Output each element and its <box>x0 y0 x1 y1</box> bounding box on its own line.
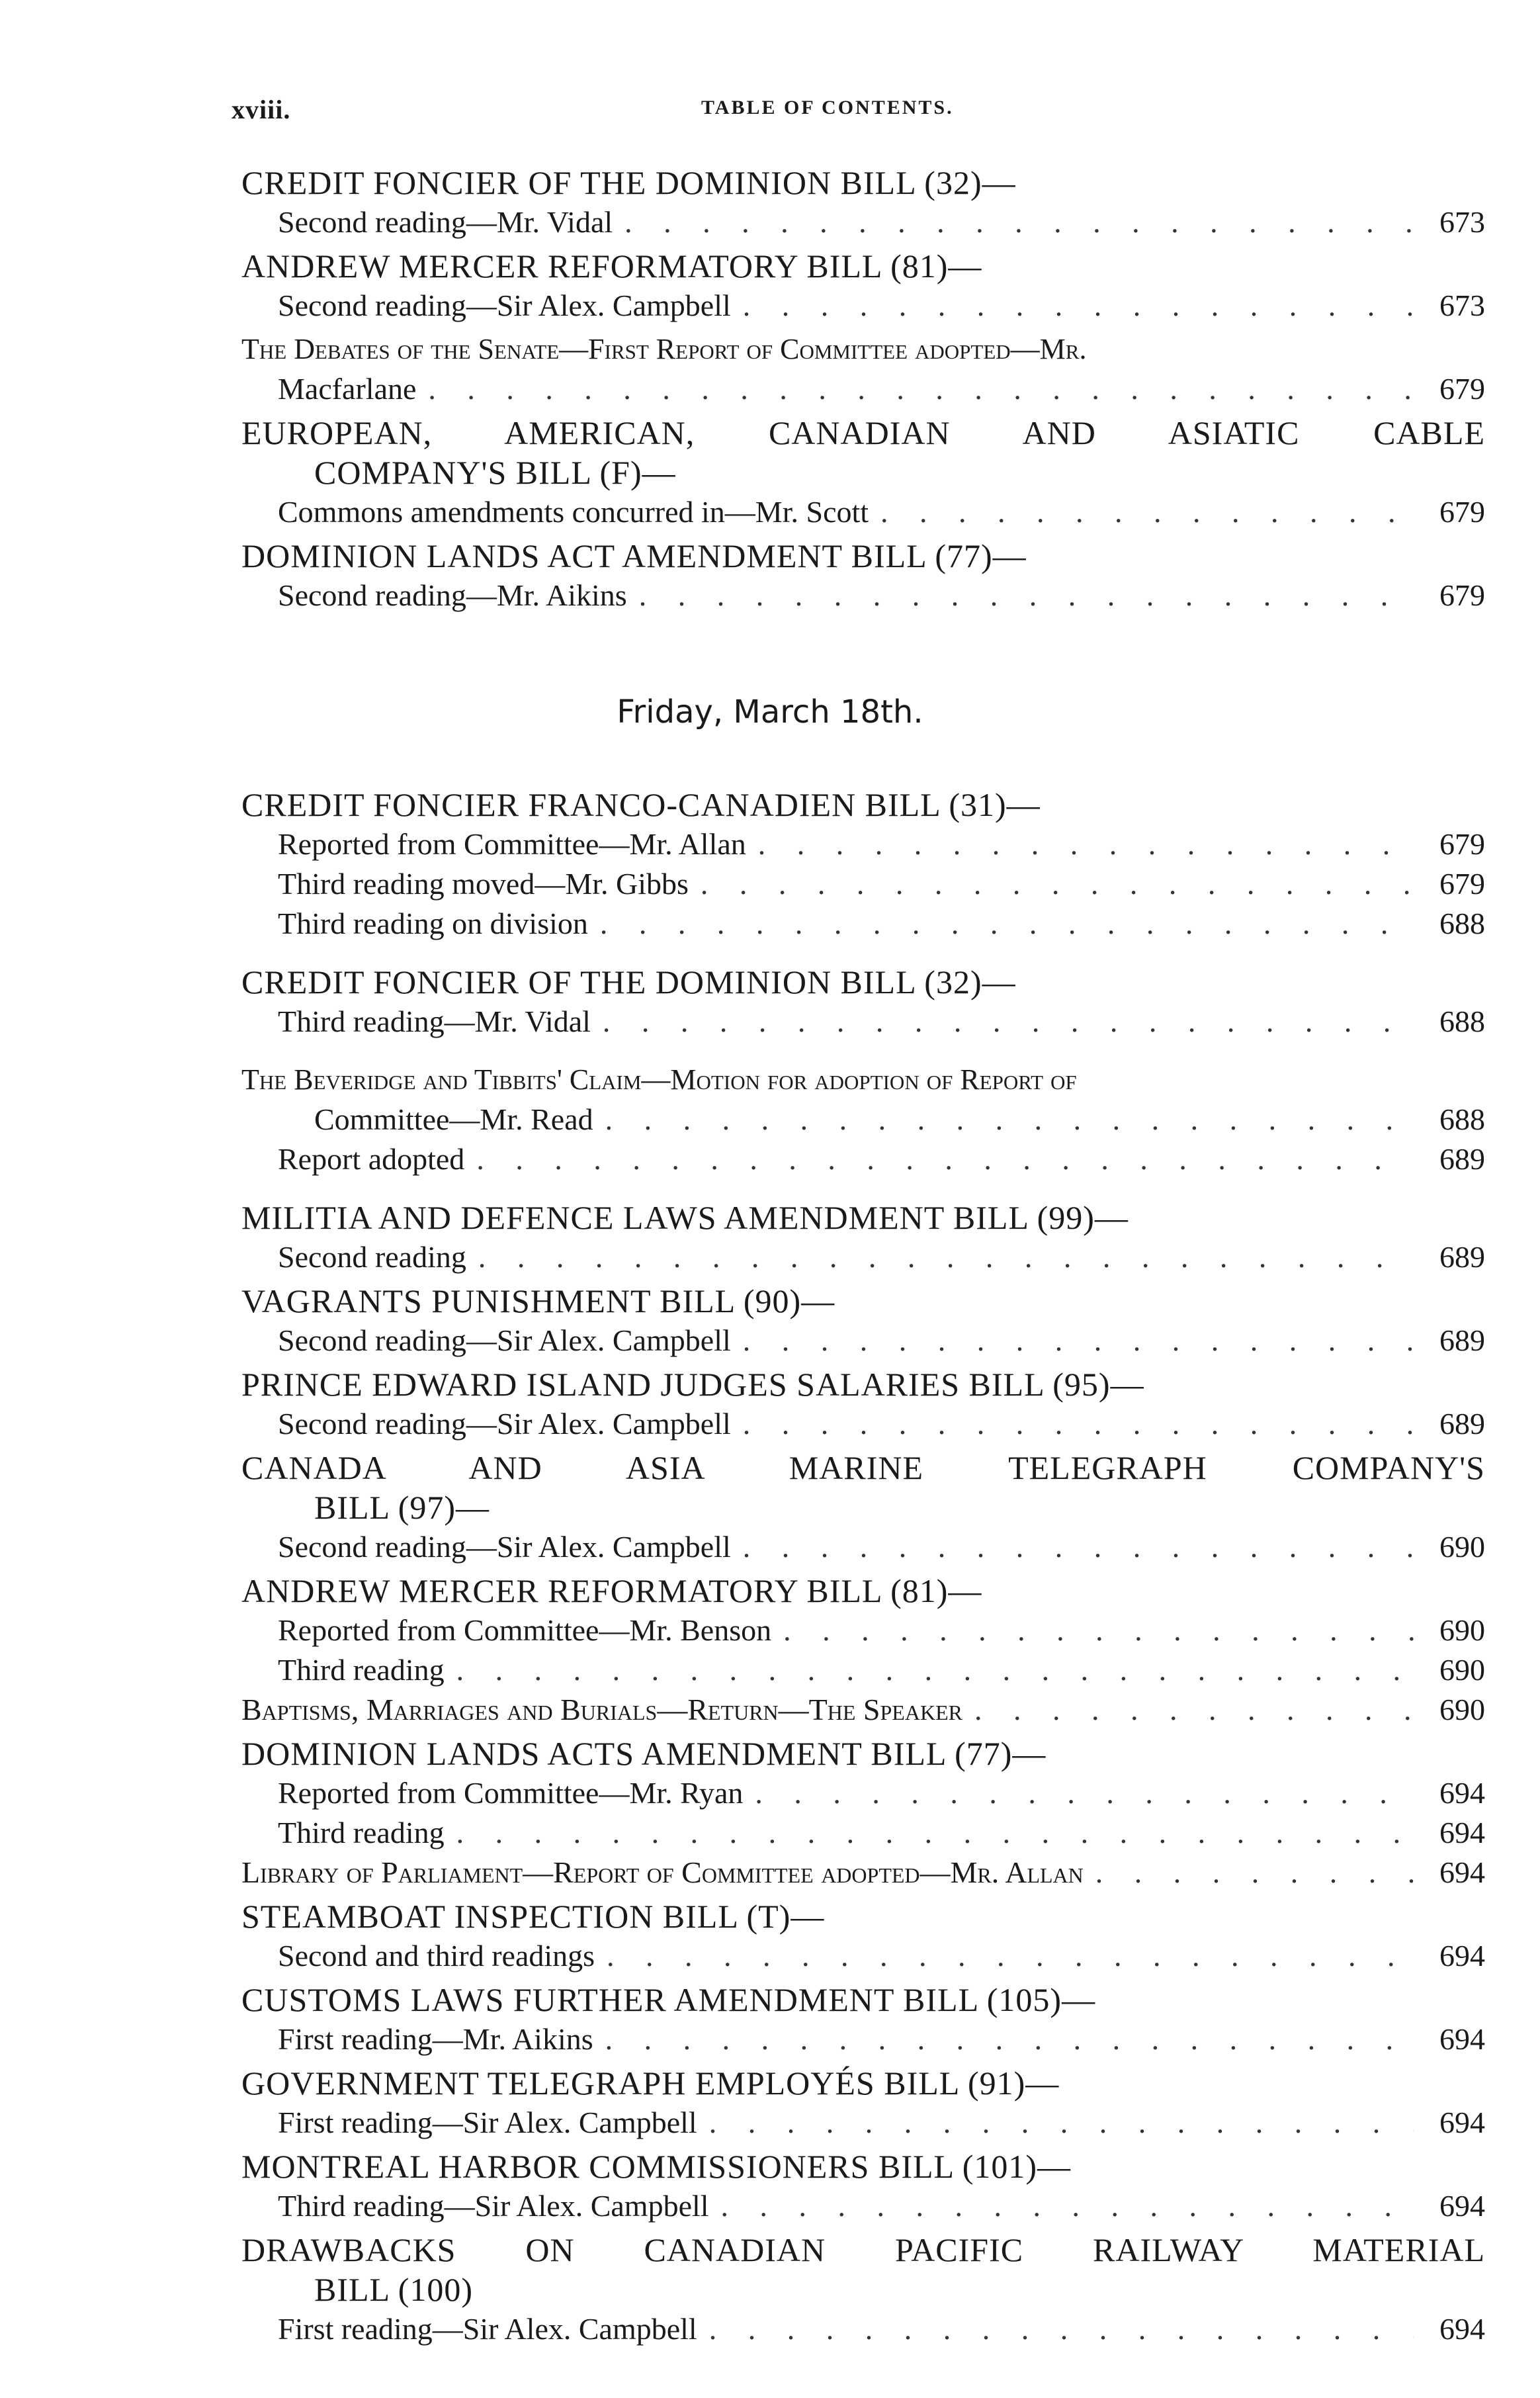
bill-heading <box>241 1364 1485 1404</box>
contents-entry <box>241 202 1485 242</box>
bill-title: DRAWBACKS ON CANADIAN PACIFIC RAILWAY MATERIAL <box>241 2231 1485 2268</box>
bill-heading <box>241 163 1485 202</box>
page-number: 679 <box>1439 867 1485 901</box>
spacer <box>241 1179 1485 1194</box>
page-number: 694 <box>1439 1939 1485 1973</box>
page-number: 689 <box>1439 1323 1485 1357</box>
entry-label: Third reading on division <box>278 907 588 940</box>
dot-leader <box>880 492 1414 532</box>
dot-leader <box>456 1650 1414 1690</box>
contents-entry <box>241 2309 1485 2349</box>
entry-label: Second reading—Sir Alex. Campbell <box>278 289 731 322</box>
dot-leader <box>607 1936 1414 1976</box>
dot-leader <box>478 1237 1414 1277</box>
dot-leader <box>1095 1853 1414 1892</box>
dot-leader <box>605 2020 1414 2059</box>
page-number: 679 <box>1439 495 1485 529</box>
bill-title: The Debates of the Senate—First Report of Committee adopted—Mr. <box>241 333 1087 365</box>
dot-leader <box>476 1139 1414 1179</box>
contents-entry <box>241 1237 1485 1277</box>
dot-leader <box>624 202 1414 242</box>
contents-entry <box>241 1404 1485 1444</box>
bill-heading <box>241 330 1485 369</box>
contents-entry <box>241 1773 1485 1813</box>
bill-heading <box>241 2230 1485 2309</box>
dot-leader <box>758 824 1414 864</box>
page-number: 690 <box>1439 1613 1485 1647</box>
heading-label: Library of Parliament—Report of Committee adopted—Mr. Allan <box>241 1855 1084 1889</box>
spacer <box>241 1042 1485 1056</box>
page-number: 694 <box>1439 2106 1485 2139</box>
contents-entry <box>241 904 1485 944</box>
dot-leader <box>721 2186 1414 2226</box>
bill-title-continued: BILL (100) <box>314 2271 474 2308</box>
bill-heading <box>241 1980 1485 2020</box>
entry-label: Third reading moved—Mr. Gibbs <box>278 867 689 901</box>
bill-heading <box>241 1734 1485 1773</box>
contents-entry <box>241 1139 1485 1179</box>
page-number: 679 <box>1439 372 1485 406</box>
bill-title: CREDIT FONCIER OF THE DOMINION BILL (32)— <box>241 164 1016 201</box>
page-number: 694 <box>1439 2312 1485 2346</box>
bill-heading <box>241 1060 1485 1100</box>
page-number: 689 <box>1439 1407 1485 1441</box>
entry-label: Second and third readings <box>278 1939 595 1973</box>
entry-label: Second reading—Sir Alex. Campbell <box>278 1323 731 1357</box>
running-title: TABLE OF CONTENTS. <box>701 97 954 118</box>
dot-leader <box>709 2309 1414 2349</box>
dot-leader <box>701 864 1414 904</box>
bill-title: VAGRANTS PUNISHMENT BILL (90)— <box>241 1282 835 1319</box>
entry-label: Reported from Committee—Mr. Benson <box>278 1613 772 1647</box>
contents-entry <box>241 369 1485 409</box>
entry-label: Third reading—Sir Alex. Campbell <box>278 2189 709 2223</box>
bill-title: CANADA AND ASIA MARINE TELEGRAPH COMPANY'S <box>241 1449 1485 1486</box>
page-number: 694 <box>1439 2189 1485 2223</box>
dot-leader <box>755 1773 1414 1813</box>
entry-label: First reading—Mr. Aikins <box>278 2022 593 2056</box>
contents-heading-entry <box>241 1690 1485 1730</box>
entry-label: Third reading <box>278 1816 445 1849</box>
bill-heading <box>241 1281 1485 1321</box>
contents-entry <box>241 1813 1485 1853</box>
bill-title: MONTREAL HARBOR COMMISSIONERS BILL (101)— <box>241 2148 1072 2185</box>
page-number: 689 <box>1439 1240 1485 1274</box>
page-number: 688 <box>1439 1102 1485 1136</box>
page-number: 688 <box>1439 1004 1485 1038</box>
bill-title: The Beveridge and Tibbits' Claim—Motion for adoption of Report of <box>241 1063 1077 1096</box>
contents-block-friday <box>241 781 1485 2349</box>
bill-heading <box>241 785 1485 824</box>
heading-label: Baptisms, Marriages and Burials—Return—The Speaker <box>241 1693 962 1726</box>
bill-heading <box>241 962 1485 1002</box>
bill-title: STEAMBOAT INSPECTION BILL (T)— <box>241 1898 825 1935</box>
dot-leader <box>639 576 1414 615</box>
spacer <box>241 944 1485 958</box>
dot-leader <box>783 1611 1414 1650</box>
contents-heading-entry <box>241 1853 1485 1892</box>
contents-entry <box>241 1936 1485 1976</box>
page-number: 689 <box>1439 1142 1485 1176</box>
dot-leader <box>603 1002 1414 1042</box>
page-number: 690 <box>1439 1530 1485 1564</box>
bill-heading <box>241 1896 1485 1936</box>
contents-entry <box>241 1650 1485 1690</box>
dot-leader <box>743 1404 1414 1444</box>
bill-title: ANDREW MERCER REFORMATORY BILL (81)— <box>241 1572 982 1609</box>
dot-leader <box>743 286 1414 326</box>
entry-label: Commons amendments concurred in—Mr. Scott <box>278 495 869 529</box>
page-number: 694 <box>1439 1816 1485 1849</box>
page-number: 690 <box>1439 1653 1485 1687</box>
contents-entry <box>241 1527 1485 1567</box>
page-number: 690 <box>1439 1693 1485 1726</box>
bill-title-continued: COMPANY'S BILL (F)— <box>314 454 676 491</box>
dot-leader <box>428 369 1414 409</box>
dot-leader <box>600 904 1414 944</box>
contents-entry <box>241 824 1485 864</box>
bill-heading <box>241 2147 1485 2186</box>
page-number: 679 <box>1439 827 1485 861</box>
page-number: 694 <box>1439 1855 1485 1889</box>
bill-heading <box>241 536 1485 576</box>
entry-label: Macfarlane <box>278 372 417 406</box>
entry-label: Second reading—Sir Alex. Campbell <box>278 1407 731 1441</box>
bill-heading <box>241 2063 1485 2103</box>
page-number: 679 <box>1439 578 1485 612</box>
entry-label: Report adopted <box>278 1142 465 1176</box>
folio: xviii. <box>232 95 291 124</box>
contents-entry <box>241 1002 1485 1042</box>
bill-title-continued: BILL (97)— <box>314 1489 490 1526</box>
dot-leader <box>743 1321 1414 1360</box>
page-number: 673 <box>1439 289 1485 322</box>
dot-leader <box>743 1527 1414 1567</box>
bill-heading <box>241 1448 1485 1527</box>
contents-entry <box>241 576 1485 615</box>
contents-entry <box>241 1100 1485 1139</box>
dot-leader <box>456 1813 1414 1853</box>
contents-entry <box>241 492 1485 532</box>
contents-entry <box>241 1611 1485 1650</box>
entry-label: Third reading—Mr. Vidal <box>278 1004 591 1038</box>
page-number: 694 <box>1439 2022 1485 2056</box>
bill-title: CREDIT FONCIER OF THE DOMINION BILL (32)— <box>241 963 1016 1000</box>
page-number: 688 <box>1439 907 1485 940</box>
bill-title: DOMINION LANDS ACT AMENDMENT BILL (77)— <box>241 537 1027 574</box>
bill-title: MILITIA AND DEFENCE LAWS AMENDMENT BILL (99)— <box>241 1199 1129 1236</box>
page-number: 673 <box>1439 205 1485 239</box>
contents-entry <box>241 2186 1485 2226</box>
entry-label: Reported from Committee—Mr. Allan <box>278 827 746 861</box>
bill-title: ANDREW MERCER REFORMATORY BILL (81)— <box>241 247 982 285</box>
bill-heading <box>241 413 1485 492</box>
entry-label: Second reading—Sir Alex. Campbell <box>278 1530 731 1564</box>
entry-label: Third reading <box>278 1653 445 1687</box>
bill-title: PRINCE EDWARD ISLAND JUDGES SALARIES BILL (95)— <box>241 1366 1144 1403</box>
entry-label: Second reading—Mr. Vidal <box>278 205 613 239</box>
bill-heading <box>241 246 1485 286</box>
contents-entry <box>241 2020 1485 2059</box>
contents-entry <box>241 864 1485 904</box>
dot-leader <box>709 2103 1414 2143</box>
contents-block-top <box>241 159 1485 615</box>
entry-label: Committee—Mr. Read <box>314 1102 593 1136</box>
bill-heading <box>241 1571 1485 1611</box>
entry-label: Second reading <box>278 1240 466 1274</box>
bill-title: DOMINION LANDS ACTS AMENDMENT BILL (77)— <box>241 1735 1047 1772</box>
entry-label: Reported from Committee—Mr. Ryan <box>278 1776 744 1810</box>
entry-label: First reading—Sir Alex. Campbell <box>278 2106 697 2139</box>
entry-label: First reading—Sir Alex. Campbell <box>278 2312 697 2346</box>
entry-label: Second reading—Mr. Aikins <box>278 578 627 612</box>
date-heading: Friday, March 18th. <box>617 693 923 731</box>
bill-title: CUSTOMS LAWS FURTHER AMENDMENT BILL (105)— <box>241 1981 1096 2018</box>
bill-heading <box>241 1198 1485 1237</box>
page-number: 694 <box>1439 1776 1485 1810</box>
dot-leader <box>605 1100 1414 1139</box>
bill-title: CREDIT FONCIER FRANCO-CANADIEN BILL (31)— <box>241 786 1041 823</box>
dot-leader <box>974 1690 1414 1730</box>
contents-entry <box>241 2103 1485 2143</box>
contents-entry <box>241 286 1485 326</box>
contents-entry <box>241 1321 1485 1360</box>
bill-title: EUROPEAN, AMERICAN, CANADIAN AND ASIATIC CABLE <box>241 414 1485 451</box>
bill-title: GOVERNMENT TELEGRAPH EMPLOYÉS BILL (91)— <box>241 2065 1060 2102</box>
